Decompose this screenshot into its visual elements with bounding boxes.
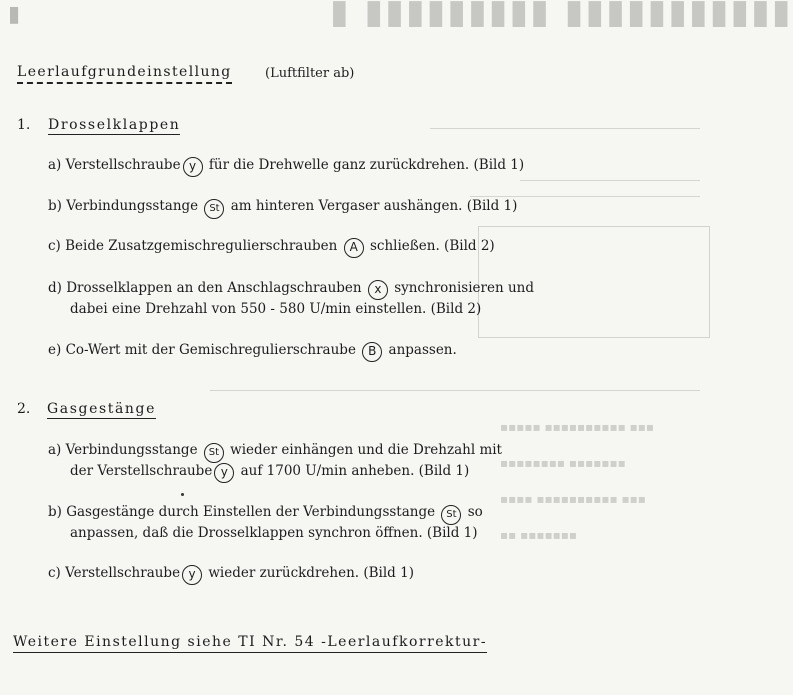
- list-item: [48, 236, 495, 258]
- part-marker: x: [368, 280, 388, 300]
- part-marker: St: [204, 199, 224, 219]
- footer-reference: Weitere Einstellung siehe TI Nr. 54 -Leerlaufkorrektur-: [13, 634, 487, 653]
- item-text: schließen. (Bild 2): [369, 238, 495, 254]
- bleed-through-line: [520, 180, 700, 181]
- bleed-through-line: [430, 128, 700, 129]
- item-text: der Verstellschraube: [70, 463, 213, 479]
- list-item: [48, 563, 414, 585]
- list-item-continuation: [70, 461, 469, 483]
- item-text: Co-Wert mit der Gemischregulierschraube: [65, 342, 356, 358]
- item-label: a): [48, 157, 62, 173]
- part-marker: St: [204, 443, 224, 463]
- list-item: [48, 155, 524, 177]
- item-text: am hinteren Vergaser aushängen. (Bild 1): [230, 198, 518, 214]
- item-text: Verbindungsstange: [65, 442, 198, 458]
- section-title: Gasgestänge: [47, 401, 156, 417]
- item-text: anpassen.: [388, 342, 457, 358]
- bleed-through-line: [210, 390, 700, 391]
- item-label: c): [48, 565, 61, 581]
- item-label: e): [48, 342, 62, 358]
- page-title: Leerlaufgrundeinstellung: [17, 64, 232, 84]
- bleed-through-mark: ▮: [8, 2, 21, 27]
- item-text: Verbindungsstange: [66, 198, 199, 214]
- bleed-through-text: ▪▪▪▪▪ ▪▪▪▪▪▪▪▪▪▪ ▪▪▪: [500, 420, 655, 434]
- part-marker: B: [362, 342, 382, 362]
- item-text: synchronisieren und: [394, 280, 534, 296]
- list-item: [48, 196, 517, 219]
- list-item: [48, 502, 483, 525]
- item-label: b): [48, 504, 62, 520]
- item-text: Drosselklappen an den Anschlagschrauben: [66, 280, 362, 296]
- part-marker: A: [344, 238, 364, 258]
- item-text: wieder zurückdrehen. (Bild 1): [208, 565, 414, 581]
- list-item-continuation: anpassen, daß die Drosselklappen synchron öffnen. (Bild 1): [70, 525, 478, 541]
- item-text: für die Drehwelle ganz zurückdrehen. (Bild 1): [208, 157, 525, 173]
- section-number: 1.: [17, 117, 31, 133]
- section-number: 2.: [17, 401, 31, 417]
- item-label: c): [48, 238, 61, 254]
- item-text: Gasgestänge durch Einstellen der Verbindungsstange: [66, 504, 436, 520]
- bleed-through-heading: ▮ ▮▮▮▮▮▮▮▮▮ ▮▮▮▮▮▮▮▮▮▮▮: [330, 0, 793, 32]
- item-text: Verstellschraube: [65, 157, 181, 173]
- part-marker: y: [183, 157, 203, 177]
- bleed-through-text: ▪▪▪▪ ▪▪▪▪▪▪▪▪▪▪ ▪▪▪: [500, 492, 646, 506]
- item-text: wieder einhängen und die Drehzahl mit: [230, 442, 502, 458]
- list-item: [48, 278, 534, 300]
- item-label: d): [48, 280, 62, 296]
- list-item: [48, 440, 502, 463]
- section-title: Drosselklappen: [48, 117, 181, 133]
- stray-dot: [181, 493, 184, 496]
- title-note: (Luftfilter ab): [265, 66, 355, 81]
- list-item: [48, 340, 457, 362]
- item-text: auf 1700 U/min anheben. (Bild 1): [240, 463, 470, 479]
- list-item-continuation: dabei eine Drehzahl von 550 - 580 U/min einstellen. (Bild 2): [70, 301, 482, 317]
- item-label: b): [48, 198, 62, 214]
- item-label: a): [48, 442, 62, 458]
- bleed-through-text: ▪▪▪▪▪▪▪▪ ▪▪▪▪▪▪▪: [500, 456, 626, 470]
- item-text: Verstellschraube: [65, 565, 181, 581]
- item-text: so: [467, 504, 483, 520]
- part-marker: y: [214, 463, 234, 483]
- item-text: Beide Zusatzgemischregulierschrauben: [65, 238, 338, 254]
- bleed-through-text: ▪▪ ▪▪▪▪▪▪▪: [500, 528, 578, 542]
- part-marker: y: [182, 565, 202, 585]
- part-marker: St: [441, 505, 461, 525]
